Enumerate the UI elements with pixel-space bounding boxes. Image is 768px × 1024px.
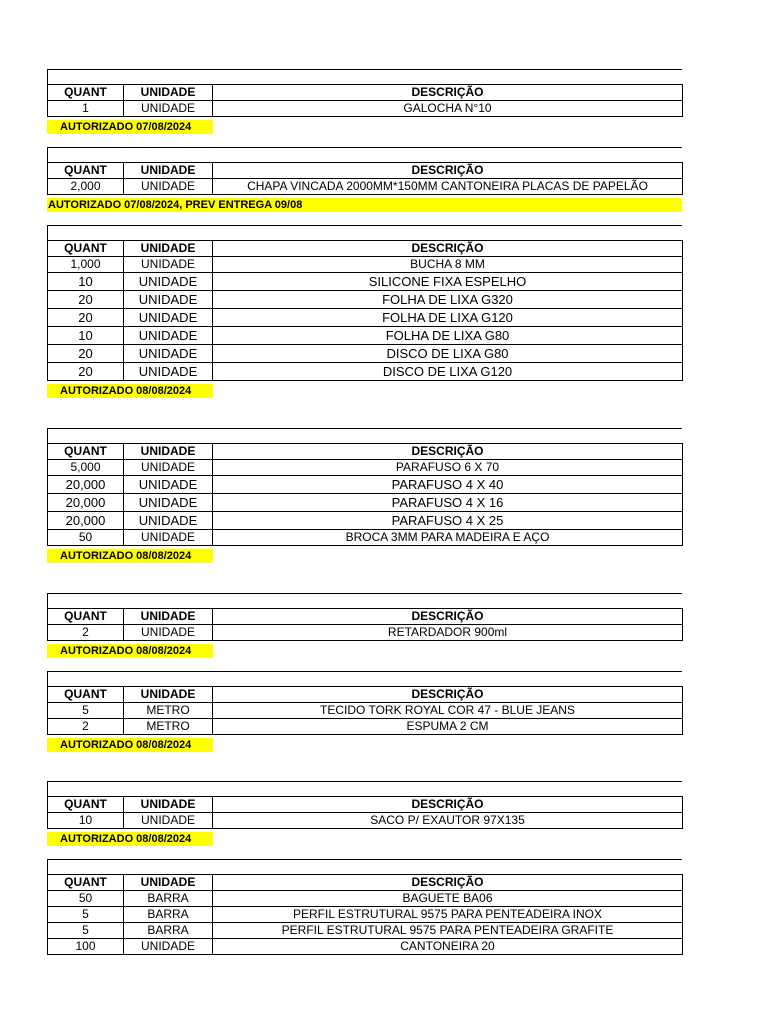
cell-unidade: UNIDADE bbox=[124, 494, 213, 512]
cell-descricao: ESPUMA 2 CM bbox=[213, 719, 683, 735]
authorization-note: AUTORIZADO 07/08/2024 bbox=[47, 120, 213, 134]
block-top-border bbox=[47, 859, 682, 874]
table-row bbox=[48, 460, 683, 476]
header-quant: QUANT bbox=[48, 85, 124, 101]
cell-unidade: METRO bbox=[124, 703, 213, 719]
cell-unidade: BARRA bbox=[124, 907, 213, 923]
cell-unidade: UNIDADE bbox=[124, 460, 213, 476]
table-row bbox=[48, 939, 683, 955]
cell-quant: 100 bbox=[48, 939, 124, 955]
cell-quant: 10 bbox=[48, 327, 124, 345]
table-row bbox=[48, 923, 683, 939]
header-quant: QUANT bbox=[48, 797, 124, 813]
header-descricao: DESCRIÇÃO bbox=[213, 609, 683, 625]
cell-descricao: RETARDADOR 900ml bbox=[213, 625, 683, 641]
cell-descricao: DISCO DE LIXA G80 bbox=[213, 345, 683, 363]
table-row bbox=[48, 101, 683, 117]
cell-descricao: PERFIL ESTRUTURAL 9575 PARA PENTEADEIRA GRAFITE bbox=[213, 923, 683, 939]
cell-descricao: BUCHA 8 MM bbox=[213, 257, 683, 273]
cell-quant: 1,000 bbox=[48, 257, 124, 273]
order-table bbox=[47, 443, 683, 546]
block-top-border bbox=[47, 781, 682, 796]
cell-quant: 2 bbox=[48, 625, 124, 641]
cell-descricao: SACO P/ EXAUTOR 97X135 bbox=[213, 813, 683, 829]
table-row bbox=[48, 327, 683, 345]
cell-unidade: UNIDADE bbox=[124, 476, 213, 494]
cell-quant: 5 bbox=[48, 703, 124, 719]
header-unidade: UNIDADE bbox=[124, 241, 213, 257]
block-top-border bbox=[47, 428, 682, 443]
header-unidade: UNIDADE bbox=[124, 687, 213, 703]
cell-quant: 50 bbox=[48, 891, 124, 907]
cell-quant: 1 bbox=[48, 101, 124, 117]
cell-quant: 20,000 bbox=[48, 476, 124, 494]
block-top-border bbox=[47, 671, 682, 686]
cell-descricao: GALOCHA N°10 bbox=[213, 101, 683, 117]
cell-descricao: PERFIL ESTRUTURAL 9575 PARA PENTEADEIRA INOX bbox=[213, 907, 683, 923]
table-row bbox=[48, 257, 683, 273]
header-unidade: UNIDADE bbox=[124, 85, 213, 101]
order-block-7 bbox=[47, 781, 682, 847]
cell-descricao: FOLHA DE LIXA G320 bbox=[213, 291, 683, 309]
header-quant: QUANT bbox=[48, 444, 124, 460]
block-top-border bbox=[47, 147, 682, 162]
table-row bbox=[48, 476, 683, 494]
table-row bbox=[48, 625, 683, 641]
header-unidade: UNIDADE bbox=[124, 444, 213, 460]
table-row bbox=[48, 494, 683, 512]
cell-unidade: METRO bbox=[124, 719, 213, 735]
cell-unidade: UNIDADE bbox=[124, 813, 213, 829]
cell-quant: 20 bbox=[48, 345, 124, 363]
header-descricao: DESCRIÇÃO bbox=[213, 163, 683, 179]
cell-descricao: TECIDO TORK ROYAL COR 47 - BLUE JEANS bbox=[213, 703, 683, 719]
authorization-note: AUTORIZADO 08/08/2024 bbox=[47, 644, 213, 658]
table-row bbox=[48, 291, 683, 309]
cell-quant: 20 bbox=[48, 291, 124, 309]
table-row bbox=[48, 345, 683, 363]
table-row bbox=[48, 907, 683, 923]
cell-quant: 20,000 bbox=[48, 494, 124, 512]
cell-quant: 20 bbox=[48, 363, 124, 381]
cell-unidade: UNIDADE bbox=[124, 363, 213, 381]
header-unidade: UNIDADE bbox=[124, 875, 213, 891]
block-top-border bbox=[47, 69, 682, 84]
order-table bbox=[47, 686, 683, 735]
cell-descricao: PARAFUSO 4 X 25 bbox=[213, 512, 683, 530]
table-row bbox=[48, 179, 683, 195]
cell-unidade: UNIDADE bbox=[124, 345, 213, 363]
cell-unidade: BARRA bbox=[124, 891, 213, 907]
cell-unidade: UNIDADE bbox=[124, 101, 213, 117]
order-table bbox=[47, 796, 683, 829]
table-row bbox=[48, 273, 683, 291]
table-row bbox=[48, 512, 683, 530]
header-unidade: UNIDADE bbox=[124, 163, 213, 179]
header-quant: QUANT bbox=[48, 609, 124, 625]
cell-quant: 20 bbox=[48, 309, 124, 327]
header-descricao: DESCRIÇÃO bbox=[213, 687, 683, 703]
header-quant: QUANT bbox=[48, 875, 124, 891]
cell-quant: 10 bbox=[48, 273, 124, 291]
cell-quant: 5 bbox=[48, 907, 124, 923]
order-block-1 bbox=[47, 69, 682, 135]
authorization-note: AUTORIZADO 08/08/2024 bbox=[47, 832, 213, 846]
header-unidade: UNIDADE bbox=[124, 609, 213, 625]
cell-unidade: UNIDADE bbox=[124, 273, 213, 291]
header-descricao: DESCRIÇÃO bbox=[213, 241, 683, 257]
cell-descricao: SILICONE FIXA ESPELHO bbox=[213, 273, 683, 291]
cell-quant: 2 bbox=[48, 719, 124, 735]
cell-unidade: UNIDADE bbox=[124, 625, 213, 641]
cell-descricao: PARAFUSO 4 X 40 bbox=[213, 476, 683, 494]
cell-unidade: UNIDADE bbox=[124, 327, 213, 345]
order-block-5 bbox=[47, 593, 682, 659]
table-row bbox=[48, 719, 683, 735]
header-unidade: UNIDADE bbox=[124, 797, 213, 813]
header-descricao: DESCRIÇÃO bbox=[213, 444, 683, 460]
authorization-note: AUTORIZADO 07/08/2024, PREV ENTREGA 09/08 bbox=[47, 198, 682, 212]
authorization-note: AUTORIZADO 08/08/2024 bbox=[47, 549, 213, 563]
order-table bbox=[47, 84, 683, 117]
cell-descricao: CANTONEIRA 20 bbox=[213, 939, 683, 955]
cell-quant: 50 bbox=[48, 530, 124, 546]
authorization-note: AUTORIZADO 08/08/2024 bbox=[47, 738, 213, 752]
order-block-3 bbox=[47, 225, 682, 399]
cell-quant: 2,000 bbox=[48, 179, 124, 195]
order-block-2 bbox=[47, 147, 682, 213]
header-descricao: DESCRIÇÃO bbox=[213, 875, 683, 891]
cell-descricao: CHAPA VINCADA 2000MM*150MM CANTONEIRA PLACAS DE PAPELÃO bbox=[213, 179, 683, 195]
order-block-6 bbox=[47, 671, 682, 753]
cell-descricao: BROCA 3MM PARA MADEIRA E AÇO bbox=[213, 530, 683, 546]
cell-unidade: UNIDADE bbox=[124, 309, 213, 327]
table-row bbox=[48, 891, 683, 907]
order-table bbox=[47, 162, 683, 195]
cell-unidade: UNIDADE bbox=[124, 291, 213, 309]
order-table bbox=[47, 240, 683, 381]
cell-descricao: PARAFUSO 6 X 70 bbox=[213, 460, 683, 476]
table-row bbox=[48, 813, 683, 829]
cell-unidade: UNIDADE bbox=[124, 512, 213, 530]
cell-unidade: UNIDADE bbox=[124, 530, 213, 546]
order-table bbox=[47, 874, 683, 955]
cell-quant: 5,000 bbox=[48, 460, 124, 476]
order-table bbox=[47, 608, 683, 641]
header-descricao: DESCRIÇÃO bbox=[213, 85, 683, 101]
block-top-border bbox=[47, 225, 682, 240]
cell-quant: 20,000 bbox=[48, 512, 124, 530]
cell-descricao: DISCO DE LIXA G120 bbox=[213, 363, 683, 381]
cell-unidade: BARRA bbox=[124, 923, 213, 939]
header-quant: QUANT bbox=[48, 241, 124, 257]
order-block-8 bbox=[47, 859, 682, 955]
cell-descricao: BAGUETE BA06 bbox=[213, 891, 683, 907]
cell-unidade: UNIDADE bbox=[124, 257, 213, 273]
header-quant: QUANT bbox=[48, 163, 124, 179]
order-block-4 bbox=[47, 428, 682, 564]
header-quant: QUANT bbox=[48, 687, 124, 703]
authorization-note: AUTORIZADO 08/08/2024 bbox=[47, 384, 213, 398]
cell-unidade: UNIDADE bbox=[124, 179, 213, 195]
cell-descricao: FOLHA DE LIXA G120 bbox=[213, 309, 683, 327]
table-row bbox=[48, 363, 683, 381]
cell-quant: 5 bbox=[48, 923, 124, 939]
header-descricao: DESCRIÇÃO bbox=[213, 797, 683, 813]
table-row bbox=[48, 530, 683, 546]
table-row bbox=[48, 309, 683, 327]
cell-quant: 10 bbox=[48, 813, 124, 829]
cell-unidade: UNIDADE bbox=[124, 939, 213, 955]
cell-descricao: FOLHA DE LIXA G80 bbox=[213, 327, 683, 345]
block-top-border bbox=[47, 593, 682, 608]
cell-descricao: PARAFUSO 4 X 16 bbox=[213, 494, 683, 512]
table-row bbox=[48, 703, 683, 719]
